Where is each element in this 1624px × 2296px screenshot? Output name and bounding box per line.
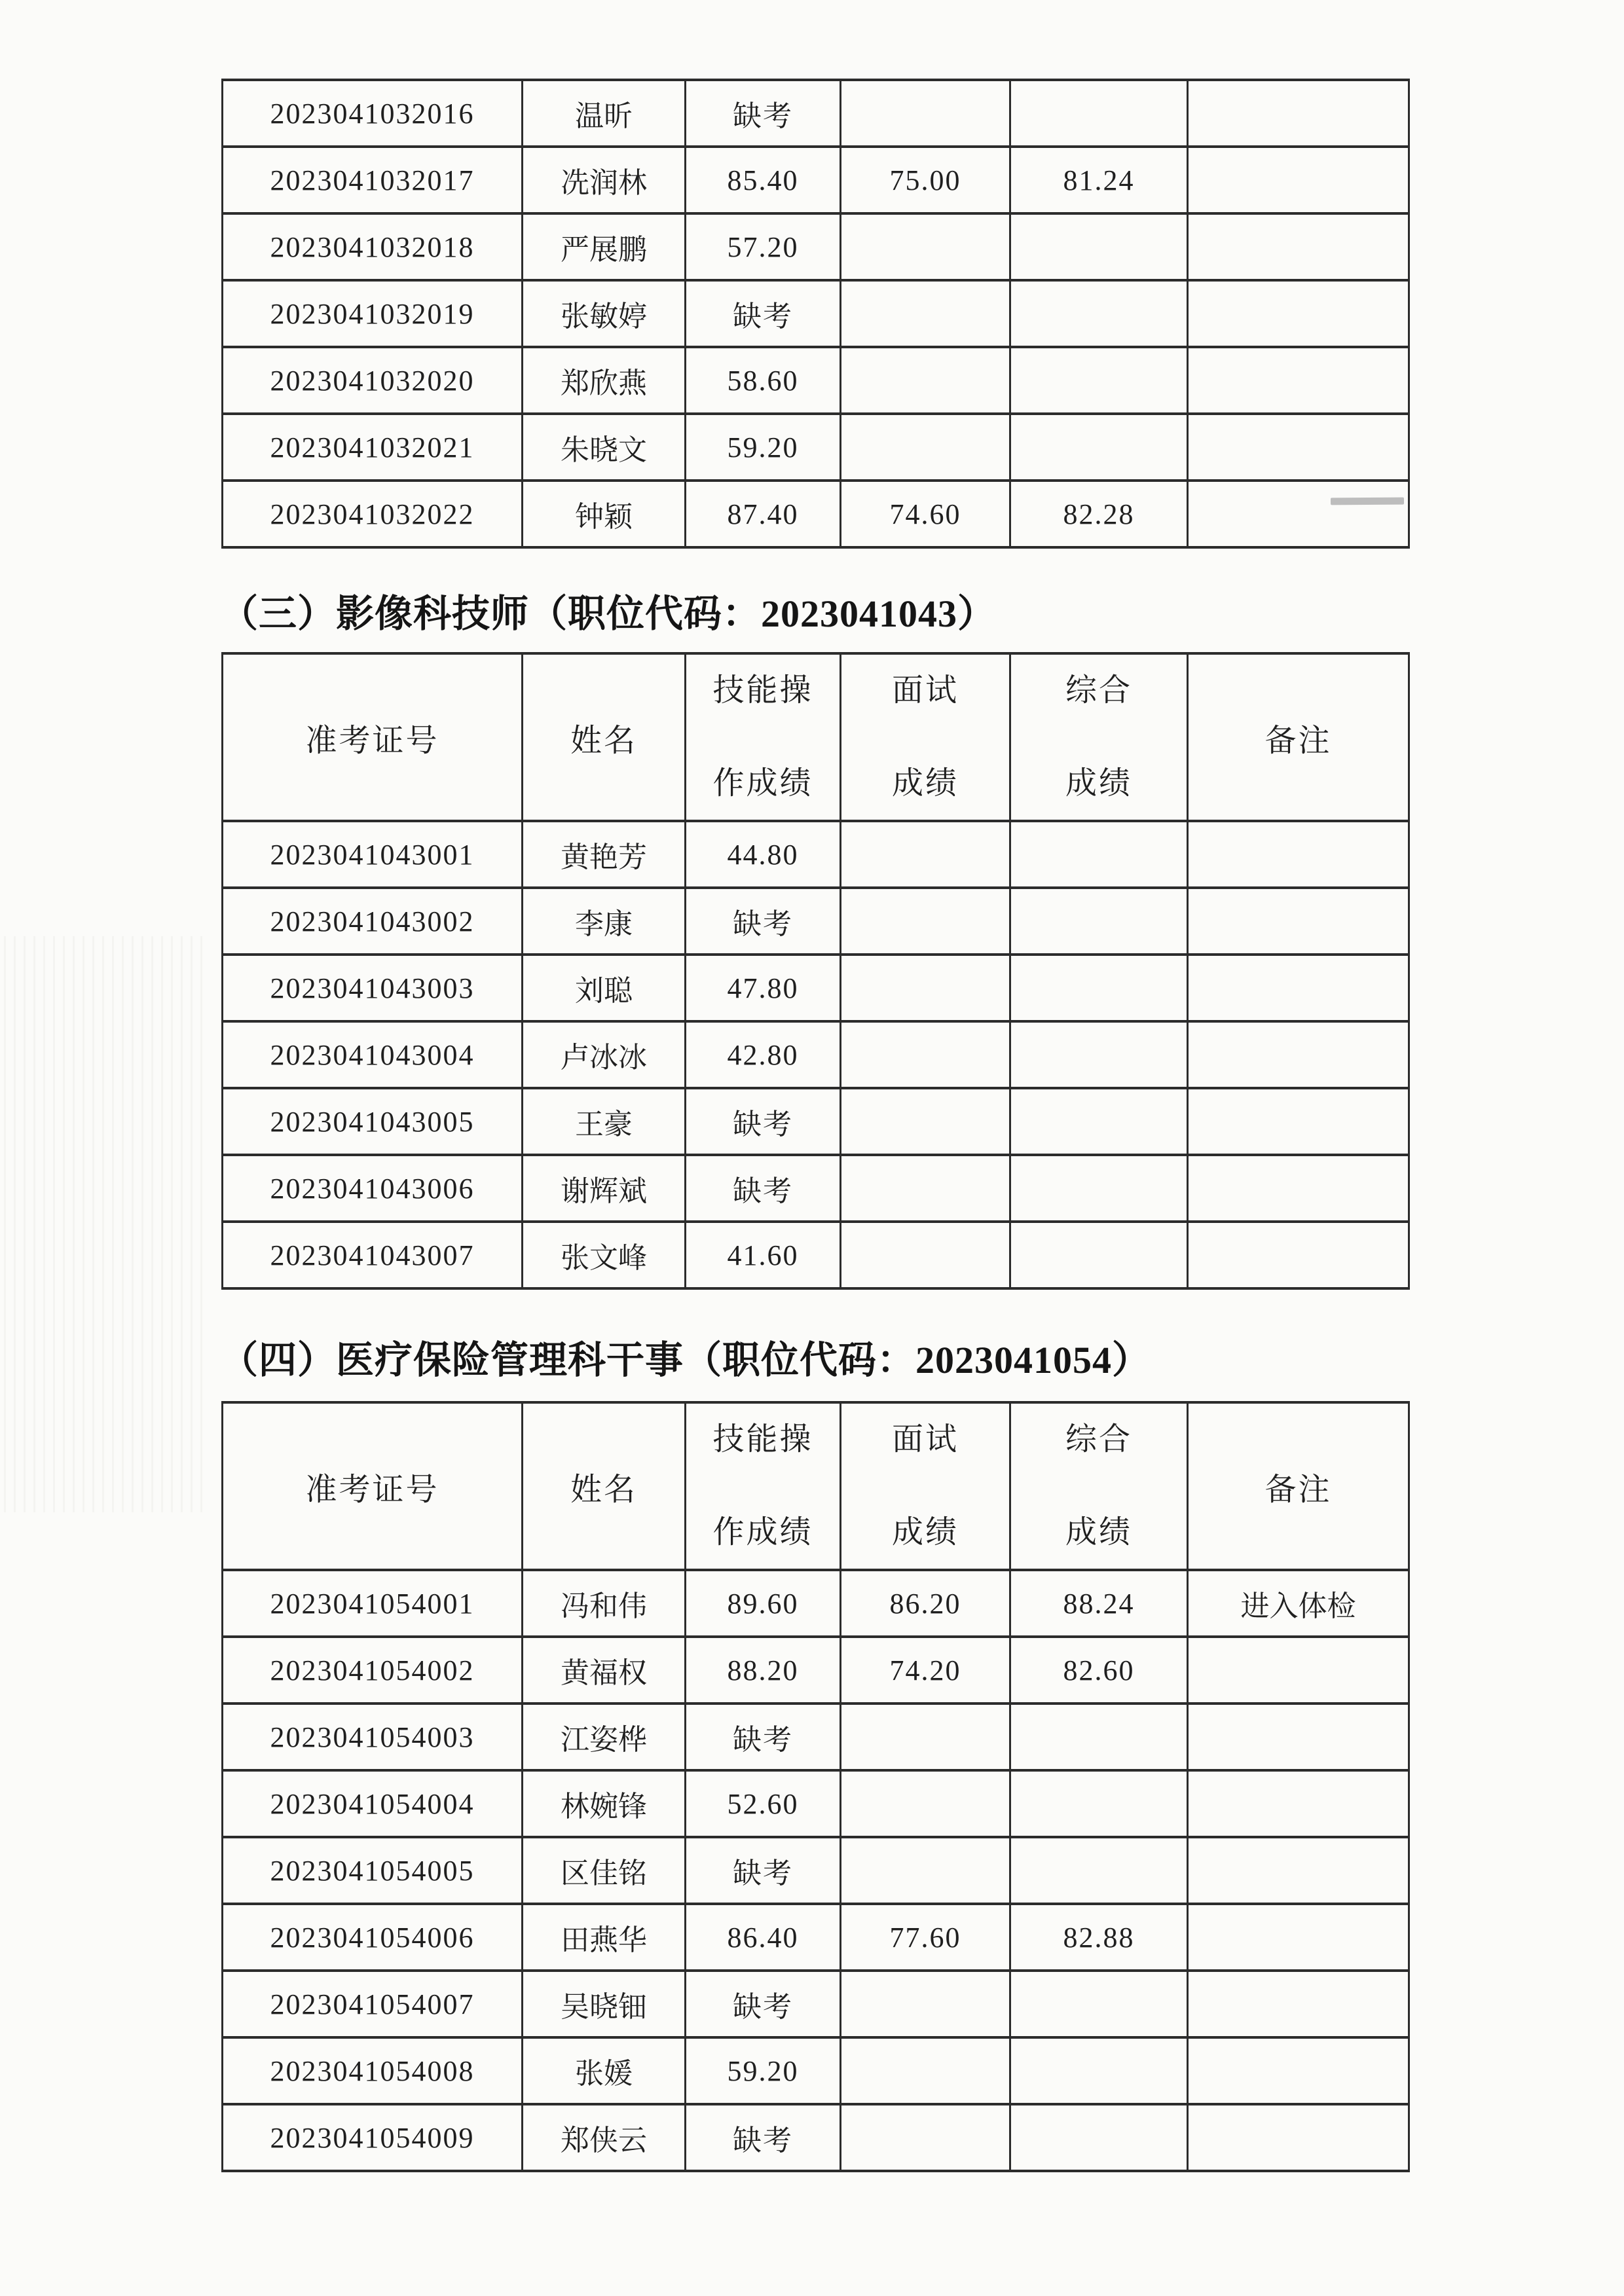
cell-composite-score	[1010, 2104, 1188, 2171]
cell-composite-score	[1010, 2037, 1188, 2104]
table-row	[223, 2104, 1409, 2171]
col-header-interview-score	[841, 1402, 1010, 1570]
cell-skill-score: 缺考	[686, 2104, 841, 2171]
cell-name: 李康	[523, 888, 686, 955]
cell-interview-score: 86.20	[841, 1570, 1010, 1637]
cell-remark	[1188, 1155, 1409, 1222]
cell-admission-no: 2023041043002	[223, 888, 523, 955]
cell-skill-score: 88.20	[686, 1637, 841, 1704]
cell-composite-score: 82.60	[1010, 1637, 1188, 1704]
cell-admission-no: 2023041043004	[223, 1021, 523, 1088]
cell-interview-score	[841, 347, 1010, 414]
cell-composite-score	[1010, 1222, 1188, 1288]
table-row	[223, 1837, 1409, 1904]
table-row	[223, 147, 1409, 213]
cell-name: 黄福权	[523, 1637, 686, 1704]
cell-interview-score	[841, 213, 1010, 280]
cell-composite-score	[1010, 347, 1188, 414]
table-row	[223, 213, 1409, 280]
cell-composite-score	[1010, 80, 1188, 147]
cell-skill-score: 47.80	[686, 955, 841, 1021]
cell-name: 严展鹏	[523, 213, 686, 280]
cell-name: 朱晓文	[523, 414, 686, 481]
header-row	[223, 653, 1409, 821]
cell-name: 张敏婷	[523, 280, 686, 347]
col-header-skill-score	[686, 1402, 841, 1570]
cell-remark	[1188, 1637, 1409, 1704]
table-row	[223, 414, 1409, 481]
cell-admission-no: 2023041054006	[223, 1904, 523, 1971]
cell-skill-score: 85.40	[686, 147, 841, 213]
cell-remark	[1188, 1904, 1409, 1971]
table-row	[223, 1155, 1409, 1222]
cell-name: 冯和伟	[523, 1570, 686, 1637]
cell-remark	[1188, 481, 1409, 547]
cell-name: 刘聪	[523, 955, 686, 1021]
cell-remark	[1188, 1971, 1409, 2037]
cell-composite-score	[1010, 1971, 1188, 2037]
cell-remark	[1188, 2104, 1409, 2171]
cell-name: 冼润林	[523, 147, 686, 213]
cell-skill-score: 42.80	[686, 1021, 841, 1088]
cell-composite-score	[1010, 1088, 1188, 1155]
col-header-interview-line1: 面试	[891, 673, 959, 708]
cell-interview-score	[841, 1770, 1010, 1837]
cell-skill-score: 缺考	[686, 1088, 841, 1155]
col-header-interview-line2: 成绩	[891, 1515, 959, 1550]
cell-remark	[1188, 2037, 1409, 2104]
cell-name: 张媛	[523, 2037, 686, 2104]
cell-interview-score: 77.60	[841, 1904, 1010, 1971]
cell-composite-score	[1010, 1021, 1188, 1088]
cell-name: 卢冰冰	[523, 1021, 686, 1088]
cell-composite-score	[1010, 955, 1188, 1021]
table-row	[223, 821, 1409, 888]
cell-remark	[1188, 414, 1409, 481]
cell-admission-no: 2023041043003	[223, 955, 523, 1021]
cell-interview-score: 75.00	[841, 147, 1010, 213]
cell-name: 吴晓钿	[523, 1971, 686, 2037]
section-title-3: （三）影像科技师（职位代码：2023041043）	[220, 592, 997, 635]
cell-admission-no: 2023041054005	[223, 1837, 523, 1904]
col-header-composite-score	[1010, 1402, 1188, 1570]
table-row	[223, 1971, 1409, 2037]
cell-composite-score	[1010, 280, 1188, 347]
table-row	[223, 1088, 1409, 1155]
cell-admission-no: 2023041054003	[223, 1704, 523, 1770]
cell-remark	[1188, 1837, 1409, 1904]
cell-interview-score	[841, 80, 1010, 147]
col-header-composite-line1: 综合	[1065, 673, 1132, 708]
cell-skill-score: 缺考	[686, 80, 841, 147]
cell-composite-score	[1010, 414, 1188, 481]
table-row	[223, 1570, 1409, 1637]
cell-interview-score	[841, 414, 1010, 481]
cell-admission-no: 2023041043006	[223, 1155, 523, 1222]
col-header-name: 姓名	[523, 1402, 686, 1570]
cell-composite-score: 82.88	[1010, 1904, 1188, 1971]
section-title-4: （四）医疗保险管理科干事（职位代码：2023041054）	[220, 1339, 1151, 1381]
col-header-remark: 备注	[1188, 653, 1409, 821]
cell-remark	[1188, 1770, 1409, 1837]
table-row	[223, 888, 1409, 955]
col-header-admission-no: 准考证号	[223, 1402, 523, 1570]
cell-name: 田燕华	[523, 1904, 686, 1971]
cell-skill-score: 缺考	[686, 1971, 841, 2037]
cell-admission-no: 2023041032021	[223, 414, 523, 481]
cell-interview-score	[841, 280, 1010, 347]
cell-name: 钟颖	[523, 481, 686, 547]
cell-admission-no: 2023041054002	[223, 1637, 523, 1704]
col-header-skill-line1: 技能操	[712, 1422, 813, 1457]
cell-interview-score	[841, 821, 1010, 888]
cell-admission-no: 2023041054008	[223, 2037, 523, 2104]
cell-interview-score	[841, 1021, 1010, 1088]
col-header-composite-score	[1010, 653, 1188, 821]
cell-name: 郑欣燕	[523, 347, 686, 414]
table-row	[223, 1222, 1409, 1288]
cell-name: 张文峰	[523, 1222, 686, 1288]
cell-composite-score	[1010, 888, 1188, 955]
cell-interview-score	[841, 888, 1010, 955]
cell-admission-no: 2023041054009	[223, 2104, 523, 2171]
col-header-name: 姓名	[523, 653, 686, 821]
col-header-skill-score	[686, 653, 841, 821]
col-header-remark: 备注	[1188, 1402, 1409, 1570]
cell-interview-score	[841, 1088, 1010, 1155]
cell-interview-score	[841, 2104, 1010, 2171]
col-header-composite-line2: 成绩	[1065, 1515, 1132, 1550]
cell-remark	[1188, 1088, 1409, 1155]
header-row	[223, 1402, 1409, 1570]
table-row	[223, 347, 1409, 414]
cell-admission-no: 2023041054001	[223, 1570, 523, 1637]
col-header-interview-line2: 成绩	[891, 766, 959, 801]
cell-remark: 进入体检	[1188, 1570, 1409, 1637]
cell-admission-no: 2023041043005	[223, 1088, 523, 1155]
cell-skill-score: 52.60	[686, 1770, 841, 1837]
results-table-section4	[221, 1401, 1410, 2172]
cell-admission-no: 2023041054004	[223, 1770, 523, 1837]
cell-admission-no: 2023041032022	[223, 481, 523, 547]
cell-interview-score: 74.20	[841, 1637, 1010, 1704]
cell-interview-score	[841, 1704, 1010, 1770]
cell-remark	[1188, 1704, 1409, 1770]
cell-interview-score	[841, 1971, 1010, 2037]
col-header-interview-score	[841, 653, 1010, 821]
cell-remark	[1188, 147, 1409, 213]
col-header-composite-line1: 综合	[1065, 1422, 1132, 1457]
cell-admission-no: 2023041032017	[223, 147, 523, 213]
cell-skill-score: 41.60	[686, 1222, 841, 1288]
cell-composite-score: 81.24	[1010, 147, 1188, 213]
cell-skill-score: 缺考	[686, 1155, 841, 1222]
cell-skill-score: 58.60	[686, 347, 841, 414]
cell-remark	[1188, 213, 1409, 280]
col-header-skill-line1: 技能操	[712, 673, 813, 708]
cell-skill-score: 59.20	[686, 2037, 841, 2104]
cell-remark	[1188, 821, 1409, 888]
cell-skill-score: 缺考	[686, 1704, 841, 1770]
col-header-skill-line2: 作成绩	[712, 1515, 813, 1550]
col-header-skill-line2: 作成绩	[712, 766, 813, 801]
col-header-admission-no: 准考证号	[223, 653, 523, 821]
cell-remark	[1188, 280, 1409, 347]
scan-artifact-dash	[1331, 498, 1404, 505]
cell-interview-score	[841, 2037, 1010, 2104]
cell-skill-score: 57.20	[686, 213, 841, 280]
cell-remark	[1188, 80, 1409, 147]
cell-name: 黄艳芳	[523, 821, 686, 888]
cell-interview-score	[841, 1155, 1010, 1222]
table-row	[223, 2037, 1409, 2104]
cell-composite-score	[1010, 1837, 1188, 1904]
cell-name: 林婉锋	[523, 1770, 686, 1837]
cell-composite-score	[1010, 1704, 1188, 1770]
cell-admission-no: 2023041032016	[223, 80, 523, 147]
cell-composite-score: 88.24	[1010, 1570, 1188, 1637]
cell-admission-no: 2023041043007	[223, 1222, 523, 1288]
cell-admission-no: 2023041032018	[223, 213, 523, 280]
cell-composite-score: 82.28	[1010, 481, 1188, 547]
cell-admission-no: 2023041054007	[223, 1971, 523, 2037]
col-header-composite-line2: 成绩	[1065, 766, 1132, 801]
cell-interview-score: 74.60	[841, 481, 1010, 547]
cell-skill-score: 缺考	[686, 280, 841, 347]
table-row	[223, 80, 1409, 147]
cell-skill-score: 89.60	[686, 1570, 841, 1637]
cell-skill-score: 缺考	[686, 1837, 841, 1904]
table-row	[223, 1637, 1409, 1704]
cell-interview-score	[841, 1837, 1010, 1904]
col-header-interview-line1: 面试	[891, 1422, 959, 1457]
cell-name: 王豪	[523, 1088, 686, 1155]
cell-skill-score: 87.40	[686, 481, 841, 547]
table-row	[223, 1904, 1409, 1971]
cell-admission-no: 2023041043001	[223, 821, 523, 888]
cell-skill-score: 86.40	[686, 1904, 841, 1971]
table-row	[223, 1704, 1409, 1770]
cell-name: 温昕	[523, 80, 686, 147]
cell-name: 区佳铭	[523, 1837, 686, 1904]
cell-name: 谢辉斌	[523, 1155, 686, 1222]
cell-interview-score	[841, 1222, 1010, 1288]
cell-remark	[1188, 1021, 1409, 1088]
results-table-section3	[221, 652, 1410, 1290]
cell-skill-score: 缺考	[686, 888, 841, 955]
cell-remark	[1188, 347, 1409, 414]
cell-remark	[1188, 1222, 1409, 1288]
cell-composite-score	[1010, 213, 1188, 280]
cell-composite-score	[1010, 1770, 1188, 1837]
table-row	[223, 280, 1409, 347]
cell-admission-no: 2023041032019	[223, 280, 523, 347]
table-row	[223, 1021, 1409, 1088]
cell-skill-score: 44.80	[686, 821, 841, 888]
scan-artifact-streaks	[4, 936, 207, 1512]
table-row	[223, 1770, 1409, 1837]
cell-admission-no: 2023041032020	[223, 347, 523, 414]
cell-composite-score	[1010, 1155, 1188, 1222]
results-table-continued	[221, 79, 1410, 549]
cell-remark	[1188, 888, 1409, 955]
cell-remark	[1188, 955, 1409, 1021]
cell-composite-score	[1010, 821, 1188, 888]
table-row	[223, 955, 1409, 1021]
cell-name: 郑侠云	[523, 2104, 686, 2171]
table-row	[223, 481, 1409, 547]
cell-name: 江姿桦	[523, 1704, 686, 1770]
cell-interview-score	[841, 955, 1010, 1021]
cell-skill-score: 59.20	[686, 414, 841, 481]
